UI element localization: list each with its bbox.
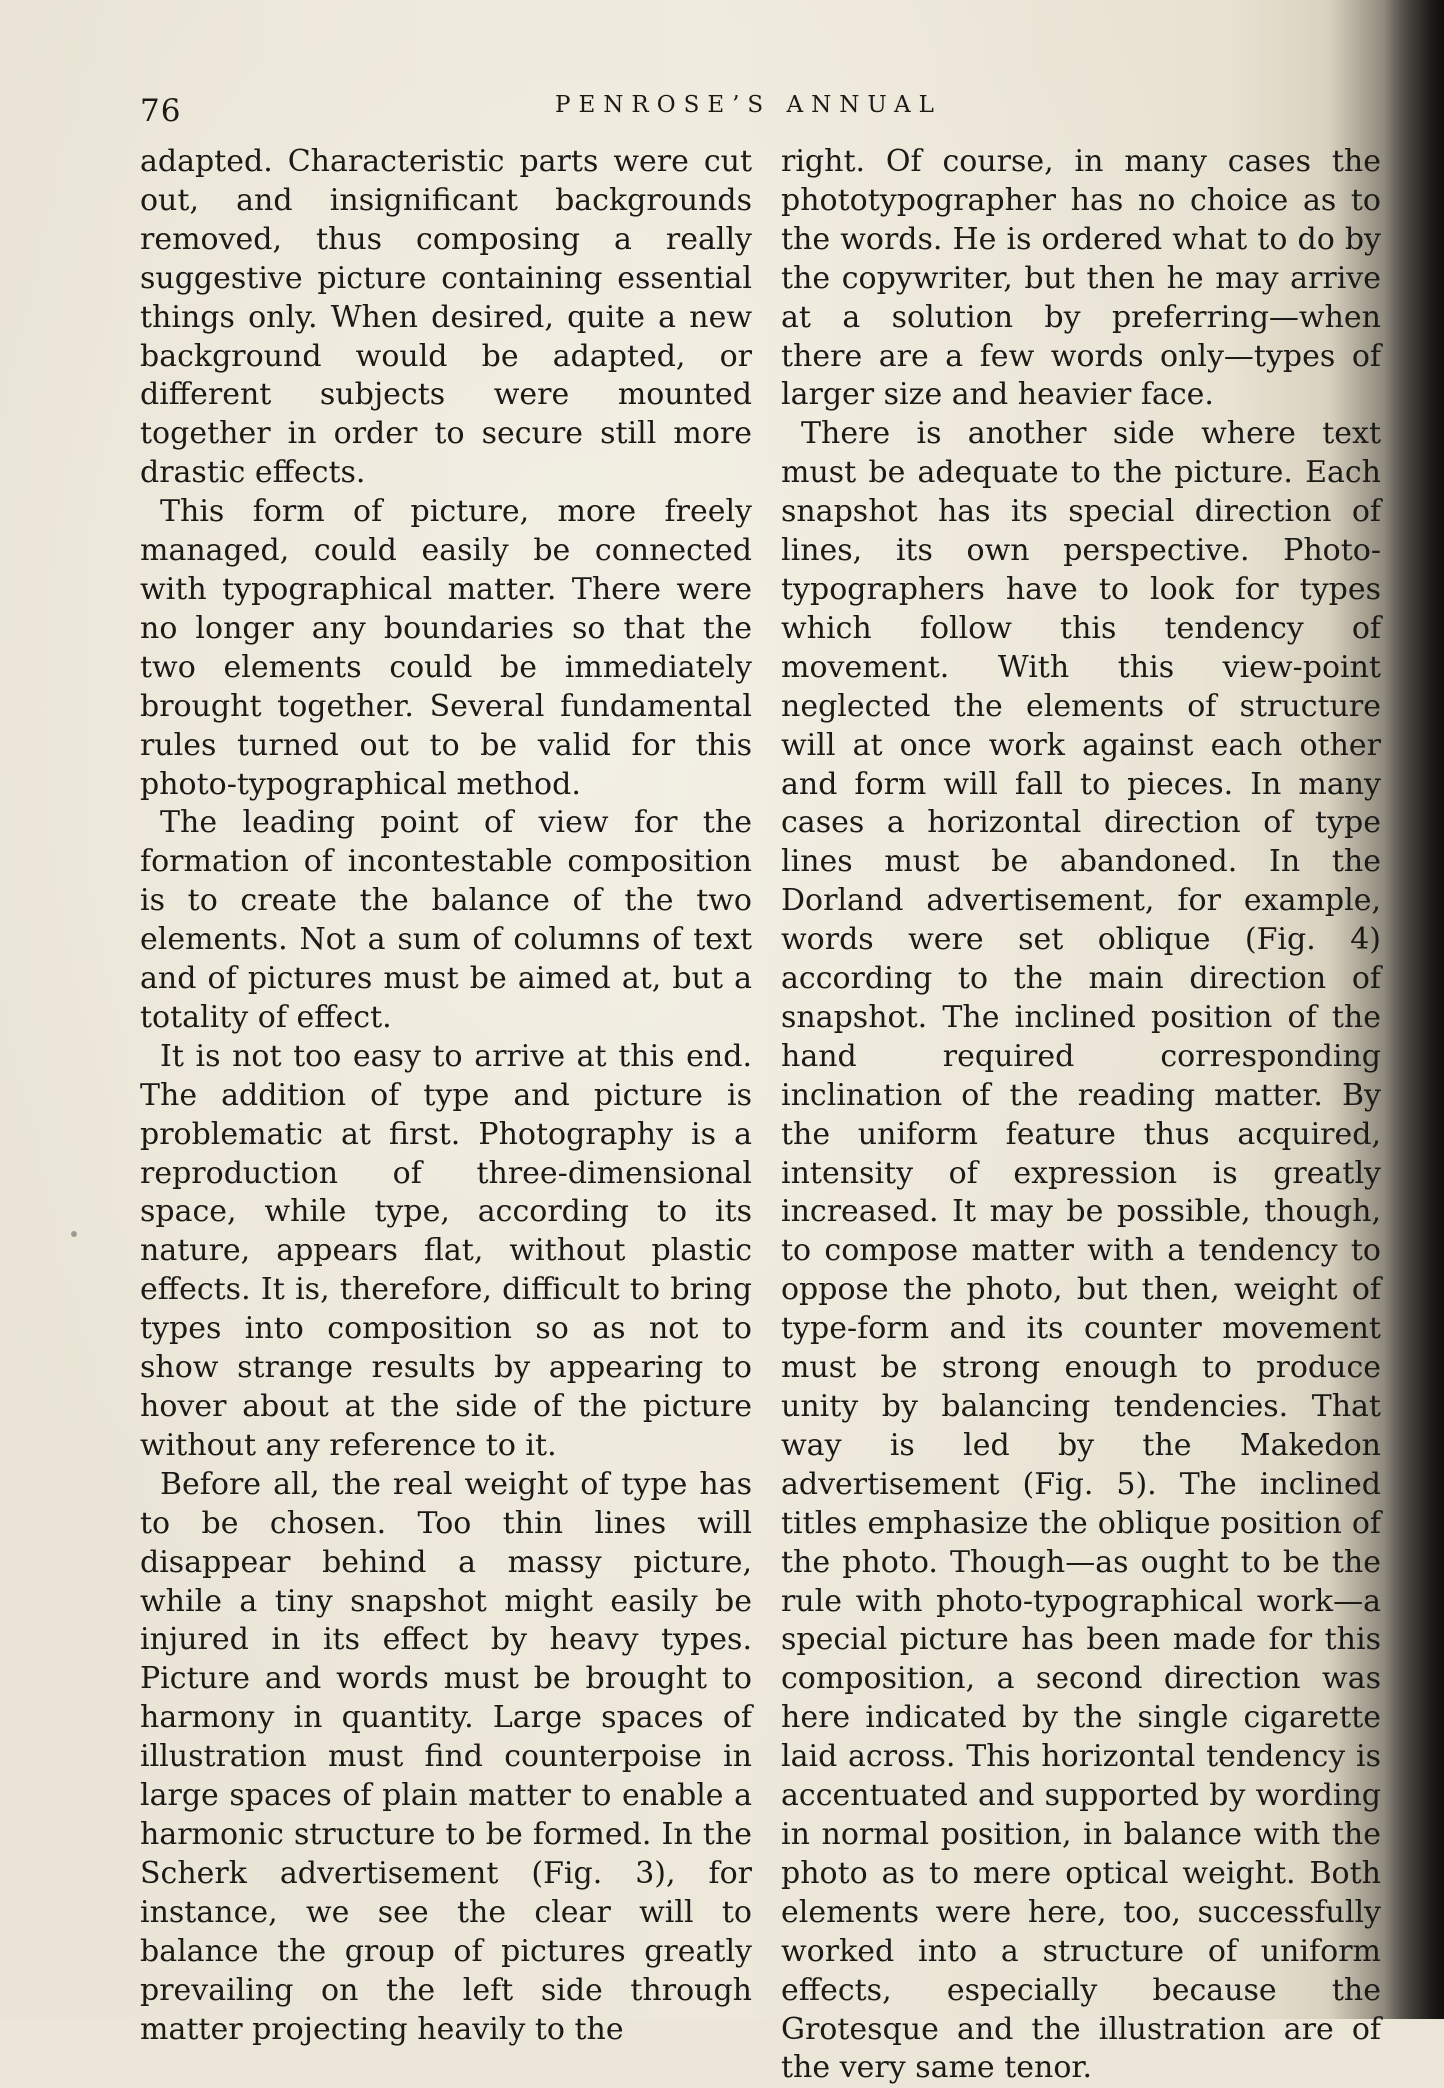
right-column xyxy=(781,143,1381,2088)
paragraph: right. Of course, in many cases the phototypographer has no choice as to the words. He is ordered what to do by the copywriter, but then he may arrive at a solution by preferring—when there are a few words only—types of larger size and heavier face. xyxy=(781,144,1381,413)
paragraph: adapted. Characteristic parts were cut out, and insignificant backgrounds removed, thus composing a really suggestive picture containing essential things only. When desired, quite a new background would be adapted, or different subjects were mounted together in order to secure still more drastic effects. xyxy=(140,144,752,491)
left-column xyxy=(140,143,752,2049)
ink-smudge xyxy=(71,1231,77,1237)
paragraph: Before all, the real weight of type has to be chosen. Too thin lines will disappear behind a massy picture, while a tiny snapshot might easily be injured in its effect by heavy types. Picture and words must be brought to harmony in quantity. Large spaces of illustration must find counterpoise in large spaces of plain matter to enable a harmonic structure to be formed. In the Scherk advertisement (Fig. 3), for instance, we see the clear will to balance the group of pictures greatly prevailing on the left side through matter projecting heavily to the xyxy=(140,1466,752,2047)
paragraph: This form of picture, more freely managed, could easily be connected with typographical matter. There were no longer any boundaries so that the two elements could be immediately brought together. Several fundamental rules turned out to be valid for this photo-typographical method. xyxy=(140,494,752,802)
binding-shadow xyxy=(1384,0,1444,2019)
paragraph: The leading point of view for the formation of incontestable composition is to create the balance of the two elements. Not a sum of columns of text and of pictures must be aimed at, but a totality of effect. xyxy=(140,805,752,1035)
paragraph: It is not too easy to arrive at this end. The addition of type and picture is problematic at first. Photography is a reproduction of three-dimensional space, while type, according to its nature, appears flat, without plastic effects. It is, therefore, difficult to bring types into composition so as not to show strange results by appearing to hover about at the side of the picture without any reference to it. xyxy=(140,1038,752,1463)
running-head: PENROSE’S ANNUAL xyxy=(555,92,942,118)
paragraph: There is another side where text must be adequate to the picture. Each snapshot has its special direction of lines, its own perspective. Photo-typographers have to look for types which follow this tendency of movement. With this view-point neglected the elements of structure will at once work against each other and form will fall to pieces. In many cases a horizontal direction of type lines must be abandoned. In the Dorland advertisement, for example, words were set oblique (Fig. 4) according to the main direction of snapshot. The inclined position of the hand required corresponding inclination of the reading matter. By the uniform feature thus acquired, intensity of expression is greatly increased. It may be possible, though, to compose matter with a tendency to oppose the photo, but then, weight of type-form and its counter movement must be strong enough to produce unity by balancing tendencies. That way is led by the Makedon advertisement (Fig. 5). The inclined titles emphasize the oblique position of the photo. Though—as ought to be the rule with photo-typographical work—a special picture has been made for this composition, a second direction was here indicated by the single cigarette laid across. This horizontal tendency is accentuated and supported by wording in normal position, in balance with the photo as to mere optical weight. Both elements were here, too, successfully worked into a structure of uniform effects, especially because the Grotesque and the illustration are of the very same tenor. xyxy=(781,416,1381,2086)
page-number: 76 xyxy=(140,93,182,129)
